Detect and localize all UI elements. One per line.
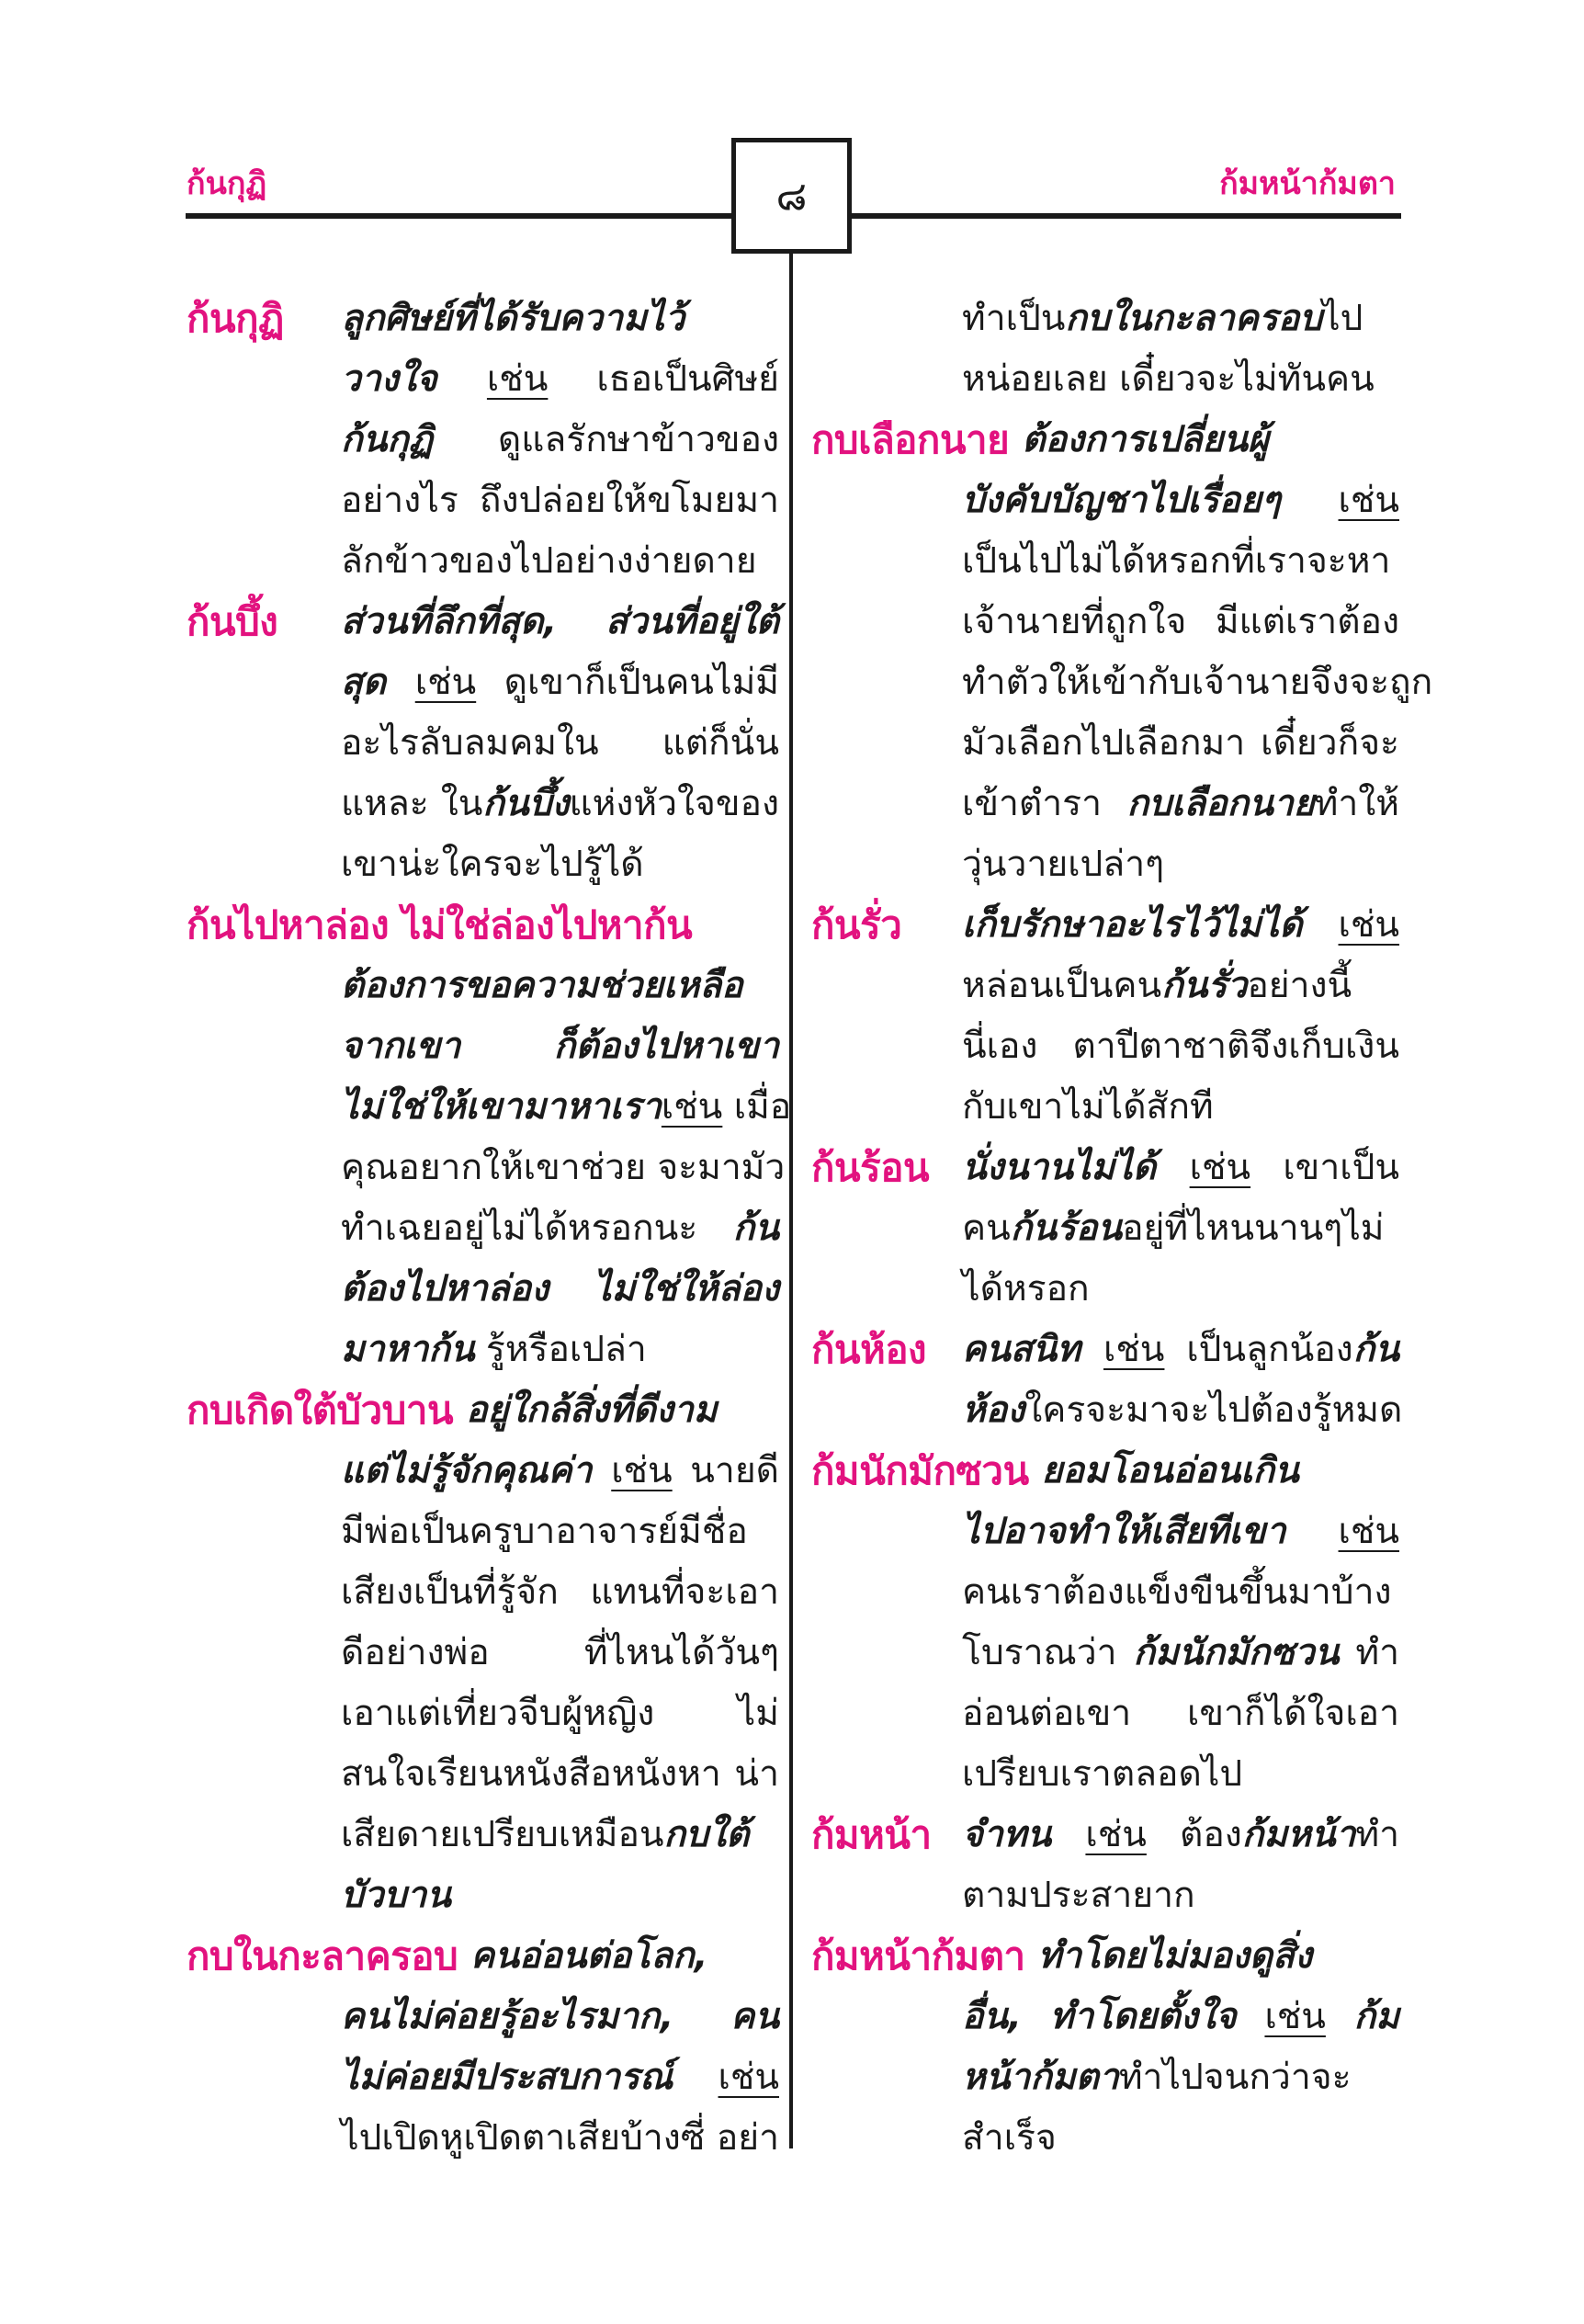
- example-text: ทำเฉยอยู่ไม่ได้หรอกนะ: [341, 1207, 733, 1249]
- entry-line: [187, 1016, 779, 1077]
- example-text: ทำตัวให้เข้ากับเจ้านายจึงจะถูก: [962, 662, 1433, 703]
- example-text: รู้หรือเปล่า: [474, 1329, 647, 1370]
- definition-text: แต่ไม่รู้จักคุณค่า: [341, 1450, 612, 1491]
- entry-text: [962, 2108, 1399, 2169]
- entry-line: [811, 895, 1399, 956]
- entry-text: [341, 1805, 779, 1865]
- left-column: [187, 289, 792, 2169]
- entry-text: [962, 1987, 1399, 2047]
- example-text: เขาน่ะใครจะไปรู้ได้: [341, 844, 644, 885]
- entry-text: [341, 349, 779, 410]
- example-text: ทำให้: [1314, 783, 1399, 824]
- definition-text: บังคับบัญชาไปเรื่อยๆ: [962, 480, 1339, 521]
- entry-text: [962, 1138, 1399, 1198]
- entry-line: [187, 1502, 779, 1562]
- idiom-term: หน้าก้มตา: [962, 2057, 1119, 2098]
- definition-text: จำทน: [962, 1814, 1086, 1855]
- definition-text: ไม่ค่อยมีประสบการณ์: [341, 2057, 718, 2098]
- entry-line: [187, 349, 779, 410]
- example-text: แห่งหัวใจของ: [569, 783, 779, 824]
- entry-text: [962, 1562, 1399, 1623]
- entry-line: [811, 2047, 1399, 2108]
- entry-line: [811, 956, 1399, 1016]
- idiom-term: ก้ม: [1325, 1996, 1399, 2037]
- headword: ก้นกุฏิ: [187, 296, 284, 341]
- entry-text: [341, 1623, 779, 1683]
- page-number: ๘: [775, 173, 808, 220]
- definition-text: อยู่ใกล้สิ่งที่ดีงาม: [466, 1389, 718, 1431]
- example-text: กับเขาไม่ได้สักที: [962, 1086, 1214, 1128]
- example-text: เจ้านายที่ถูกใจ มีแต่เราต้อง: [962, 601, 1399, 642]
- idiom-term: บัวบาน: [341, 1875, 451, 1916]
- headword: ก้นร้อน: [811, 1145, 930, 1190]
- example-marker: เช่น: [1103, 1329, 1165, 1370]
- entry-text: [962, 349, 1399, 410]
- entry-text: [341, 592, 779, 652]
- entry-text: [962, 834, 1399, 895]
- entry-line: [187, 1198, 779, 1259]
- entry-text: [962, 1380, 1403, 1441]
- entry-text: [341, 289, 779, 349]
- entry-line: [187, 1380, 779, 1441]
- entry-line: [187, 1623, 779, 1683]
- entry-line: [187, 834, 779, 895]
- definition-text: คนไม่ค่อยรู้อะไรมาก, คน: [341, 1996, 779, 2037]
- entry-line: [811, 289, 1399, 349]
- example-marker: เช่น: [718, 2057, 779, 2098]
- entry-text: [341, 1744, 779, 1805]
- entry-text: [341, 1502, 779, 1562]
- entry-line: [811, 1198, 1399, 1259]
- definition-text: จากเขา ก็ต้องไปหาเขา: [341, 1026, 779, 1067]
- entry-line: [811, 1744, 1399, 1805]
- entry-line: [187, 1987, 779, 2047]
- idiom-term: ก้นกุฏิ: [341, 419, 434, 460]
- entry-text: [962, 1623, 1399, 1683]
- entry-text: [341, 1259, 779, 1320]
- example-text: เป็นไปไม่ได้หรอกที่เราจะหา: [962, 540, 1391, 582]
- example-text: สนใจเรียนหนังสือหนังหา น่า: [341, 1753, 779, 1795]
- entry-text: [962, 1744, 1399, 1805]
- example-text: คนเราต้องแข็งขืนขึ้นมาบ้าง: [962, 1571, 1392, 1613]
- headword: ก้มหน้าก้มตา: [811, 1933, 1025, 1978]
- entry-text: [962, 1077, 1399, 1138]
- example-marker: เช่น: [486, 358, 549, 400]
- headword: ก้นบึ้ง: [187, 599, 278, 644]
- entry-line: [187, 1441, 779, 1502]
- example-text: ดูแลรักษาข้าวของ: [433, 419, 779, 460]
- entry-line: [811, 1380, 1403, 1441]
- example-text: อะไรลับลมคมใน แต่ก็นั่น: [341, 722, 779, 764]
- example-text: ได้หรอก: [962, 1268, 1090, 1309]
- definition-text: ส่วนที่ลึกที่สุด, ส่วนที่อยู่ใต้: [341, 601, 779, 642]
- example-text: เธอเป็นศิษย์: [548, 358, 779, 400]
- entry-text: [962, 1259, 1399, 1320]
- entry-text: [341, 410, 779, 470]
- header-rule-right: [850, 213, 1401, 219]
- entry-line: [811, 713, 1399, 774]
- example-marker: เช่น: [1338, 480, 1399, 521]
- entry-text: [962, 956, 1399, 1016]
- example-text: เสียดายเปรียบเหมือน: [341, 1814, 664, 1855]
- entry-text: [962, 1320, 1399, 1380]
- entry-text: [341, 956, 779, 1016]
- entry-text: [341, 1198, 779, 1259]
- entry-text: [962, 470, 1399, 531]
- entry-text: [962, 895, 1399, 956]
- idiom-term: ก้มนักมักซวน: [1133, 1632, 1340, 1673]
- entry-line: [187, 1077, 792, 1138]
- entry-text: [341, 1138, 786, 1198]
- definition-text: อื่น, ทำโดยตั้งใจ: [962, 1996, 1265, 2037]
- entry-text: [962, 652, 1433, 713]
- idiom-term: ต้องไปหาล่อง ไม่ใช่ให้ล่อง: [341, 1268, 779, 1309]
- entry-text: [962, 1198, 1399, 1259]
- headword: ก้มนักมักซวน: [811, 1448, 1029, 1493]
- entry-text: [341, 470, 779, 531]
- entry-line: [811, 1805, 1399, 1865]
- entry-text: [962, 1865, 1399, 1926]
- entry-text: [962, 531, 1399, 592]
- entry-line: [187, 774, 779, 834]
- example-text: นายดี: [672, 1450, 779, 1491]
- definition-text: ทำโดยไม่มองดูสิ่ง: [1037, 1935, 1312, 1977]
- entry-line: [811, 1562, 1399, 1623]
- headword: กบในกะลาครอบ: [187, 1933, 458, 1978]
- right-column: [811, 289, 1433, 2169]
- definition-text: ต้องการขอความช่วยเหลือ: [341, 965, 743, 1006]
- entry-text: [1038, 1926, 1399, 1987]
- entry-text: [341, 1077, 792, 1138]
- example-marker: เช่น: [611, 1450, 673, 1491]
- example-marker: เช่น: [1264, 1996, 1326, 2037]
- headword: ก้นห้อง: [811, 1327, 927, 1372]
- entry-line: [811, 1138, 1399, 1198]
- example-text: อย่างนี้: [1247, 965, 1352, 1006]
- example-text: ทำไปจนกว่าจะ: [1118, 2057, 1352, 2098]
- entry-line: [187, 1320, 779, 1380]
- entry-line: [187, 2047, 779, 2108]
- definition-text: ไม่ใช่ให้เขามาหาเรา: [341, 1086, 662, 1128]
- entry-text: [962, 1016, 1399, 1077]
- entry-line: [187, 1926, 779, 1987]
- headword: ก้นไปหาล่อง ไม่ใช่ล่องไปหาก้น: [187, 902, 693, 947]
- headword: กบเกิดใต้บัวบาน: [187, 1388, 454, 1433]
- entry-line: [811, 774, 1399, 834]
- entry-text: [962, 592, 1399, 652]
- entry-line: [811, 1320, 1399, 1380]
- headword: ก้นรั่ว: [811, 902, 902, 947]
- entry-line: [811, 410, 1399, 470]
- entry-text: [962, 289, 1399, 349]
- definition-text: นั่งนานไม่ได้: [962, 1147, 1190, 1188]
- example-marker: เช่น: [414, 662, 477, 703]
- idiom-term: ก้น: [732, 1207, 779, 1249]
- entry-line: [187, 1138, 786, 1198]
- entry-line: [187, 713, 779, 774]
- entry-line: [811, 531, 1399, 592]
- idiom-term: ก้นร้อน: [1010, 1207, 1123, 1249]
- entry-line: [187, 1744, 779, 1805]
- entry-line: [811, 652, 1433, 713]
- example-text: ลักข้าวของไปอย่างง่ายดาย: [341, 540, 757, 582]
- entry-line: [811, 1683, 1399, 1744]
- entry-line: [811, 2108, 1399, 2169]
- entry-text: [341, 1987, 779, 2047]
- entry-line: [811, 592, 1399, 652]
- entry-line: [811, 1865, 1399, 1926]
- entry-line: [187, 1865, 779, 1926]
- example-marker: เช่น: [1338, 904, 1399, 946]
- example-text: แหละ ใน: [341, 783, 483, 824]
- entry-line: [187, 652, 779, 713]
- idiom-term: มาหาก้น: [341, 1329, 475, 1370]
- entry-line: [187, 956, 779, 1016]
- idiom-term: ห้อง: [962, 1389, 1025, 1431]
- entry-text: [341, 834, 779, 895]
- example-text: ดูเขาก็เป็นคนไม่มี: [476, 662, 779, 703]
- idiom-term: กบเลือกนาย: [1126, 783, 1315, 824]
- example-text: วุ่นวายเปล่าๆ: [962, 844, 1165, 885]
- example-text: มัวเลือกไปเลือกมา เดี๋ยวก็จะ: [962, 722, 1399, 764]
- idiom-term: ก้นบึ้ง: [482, 783, 570, 824]
- entry-text: [962, 713, 1399, 774]
- example-text: คน: [962, 1207, 1011, 1249]
- entry-text: [341, 1562, 779, 1623]
- example-text: เปรียบเราตลอดไป: [962, 1753, 1243, 1795]
- definition-text: ลูกศิษย์ที่ได้รับความไว้: [341, 298, 685, 339]
- header-rule-left: [186, 213, 733, 219]
- entry-text: [1022, 410, 1399, 470]
- example-marker: เช่น: [1085, 1814, 1147, 1855]
- example-text: ต้อง: [1146, 1814, 1242, 1855]
- entry-text: [470, 1926, 779, 1987]
- example-text: เมื่อ: [722, 1086, 792, 1128]
- definition-text: ไปอาจทำให้เสียทีเขา: [962, 1511, 1339, 1552]
- idiom-term: กบใต้: [663, 1814, 750, 1855]
- definition-text: สุด: [341, 662, 415, 703]
- entry-text: [341, 774, 779, 834]
- definition-text: เก็บรักษาอะไรไว้ไม่ได้: [962, 904, 1339, 946]
- example-text: อย่างไร ถึงปล่อยให้ขโมยมา: [341, 480, 779, 521]
- headword: กบเลือกนาย: [811, 417, 1010, 462]
- example-text: สำเร็จ: [962, 2117, 1057, 2159]
- example-marker: เช่น: [1189, 1147, 1251, 1188]
- entry-line: [187, 2108, 779, 2169]
- headword: ก้มหน้า: [811, 1812, 932, 1857]
- example-text: คุณอยากให้เขาช่วย จะมามัว: [341, 1147, 786, 1188]
- example-text: หน่อยเลย เดี๋ยวจะไม่ทันคน: [962, 358, 1375, 400]
- example-text: ทำ: [1339, 1632, 1399, 1673]
- entry-text: [466, 1380, 779, 1441]
- entry-text: [962, 1683, 1399, 1744]
- entry-line: [187, 592, 779, 652]
- entry-line: [187, 531, 779, 592]
- entry-text: [341, 1865, 779, 1926]
- example-text: เสียงเป็นที่รู้จัก แทนที่จะเอา: [341, 1571, 779, 1613]
- example-text: เอาแต่เที่ยวจีบผู้หญิง ไม่: [341, 1693, 779, 1734]
- example-text: อยู่ที่ไหนนานๆไม่: [1122, 1207, 1385, 1249]
- example-text: ตามประสายาก: [962, 1875, 1195, 1916]
- example-text: ทำ: [1355, 1814, 1399, 1855]
- entry-line: [187, 895, 779, 956]
- example-text: มีพ่อเป็นครูบาอาจารย์มีชื่อ: [341, 1511, 748, 1552]
- entry-line: [187, 1562, 779, 1623]
- example-text: ดีอย่างพ่อ ที่ไหนได้วันๆ: [341, 1632, 779, 1673]
- example-text: ใครจะมาจะไปต้องรู้หมด: [1024, 1389, 1403, 1431]
- example-text: ไปเปิดหูเปิดตาเสียบ้างซี่ อย่า: [341, 2117, 779, 2159]
- entry-text: [962, 1502, 1399, 1562]
- definition-text: ยอมโอนอ่อนเกิน: [1041, 1450, 1299, 1491]
- definition-text: วางใจ: [341, 358, 487, 400]
- definition-text: ต้องการเปลี่ยนผู้: [1022, 419, 1269, 460]
- entry-text: [341, 531, 779, 592]
- idiom-term: กบในกะลาครอบ: [1065, 298, 1323, 339]
- entry-line: [187, 1259, 779, 1320]
- entry-text: [341, 1683, 779, 1744]
- entry-line: [811, 834, 1399, 895]
- entry-text: [341, 652, 779, 713]
- entry-line: [811, 1623, 1399, 1683]
- guide-word-right: ก้มหน้าก้มตา: [1219, 165, 1396, 202]
- entry-line: [187, 1683, 779, 1744]
- example-text: ไป: [1322, 298, 1363, 339]
- example-text: โบราณว่า: [962, 1632, 1134, 1673]
- example-text: นี่เอง ตาปีตาชาติจึงเก็บเงิน: [962, 1026, 1399, 1067]
- definition-text: คนอ่อนต่อโลก,: [470, 1935, 708, 1977]
- page-number-box: [731, 138, 852, 254]
- entry-text: [341, 1320, 779, 1380]
- entry-text: [341, 713, 779, 774]
- example-marker: เช่น: [661, 1086, 723, 1128]
- example-text: เป็นลูกน้อง: [1164, 1329, 1353, 1370]
- example-text: เขาเป็น: [1250, 1147, 1399, 1188]
- entry-text: [962, 1805, 1399, 1865]
- idiom-term: ก้นรั่ว: [1161, 965, 1248, 1006]
- idiom-term: ก้มหน้า: [1241, 1814, 1356, 1855]
- definition-text: คนสนิท: [962, 1329, 1103, 1370]
- entry-line: [187, 470, 779, 531]
- example-text: หล่อนเป็นคน: [962, 965, 1162, 1006]
- entry-line: [811, 1077, 1399, 1138]
- entry-line: [187, 410, 779, 470]
- entry-line: [187, 289, 779, 349]
- entry-line: [811, 1926, 1399, 1987]
- entry-line: [811, 1016, 1399, 1077]
- entry-text: [962, 2047, 1399, 2108]
- entry-line: [811, 349, 1399, 410]
- example-text: เข้าตำรา: [962, 783, 1127, 824]
- entry-text: [341, 2108, 779, 2169]
- entry-line: [811, 1441, 1399, 1502]
- entry-line: [811, 1259, 1399, 1320]
- example-text: ทำเป็น: [962, 298, 1066, 339]
- entry-line: [187, 1805, 779, 1865]
- column-divider: [789, 254, 793, 2148]
- entry-text: [341, 1016, 779, 1077]
- example-marker: เช่น: [1338, 1511, 1399, 1552]
- entry-line: [811, 1502, 1399, 1562]
- entry-text: [341, 1441, 779, 1502]
- idiom-term: ก้น: [1352, 1329, 1399, 1370]
- entry-text: [341, 2047, 779, 2108]
- entry-text: [962, 774, 1399, 834]
- entry-text: [1042, 1441, 1399, 1502]
- example-text: อ่อนต่อเขา เขาก็ได้ใจเอา: [962, 1693, 1399, 1734]
- entry-line: [811, 1987, 1399, 2047]
- entry-line: [811, 470, 1399, 531]
- guide-word-left: ก้นกุฏิ: [187, 165, 267, 202]
